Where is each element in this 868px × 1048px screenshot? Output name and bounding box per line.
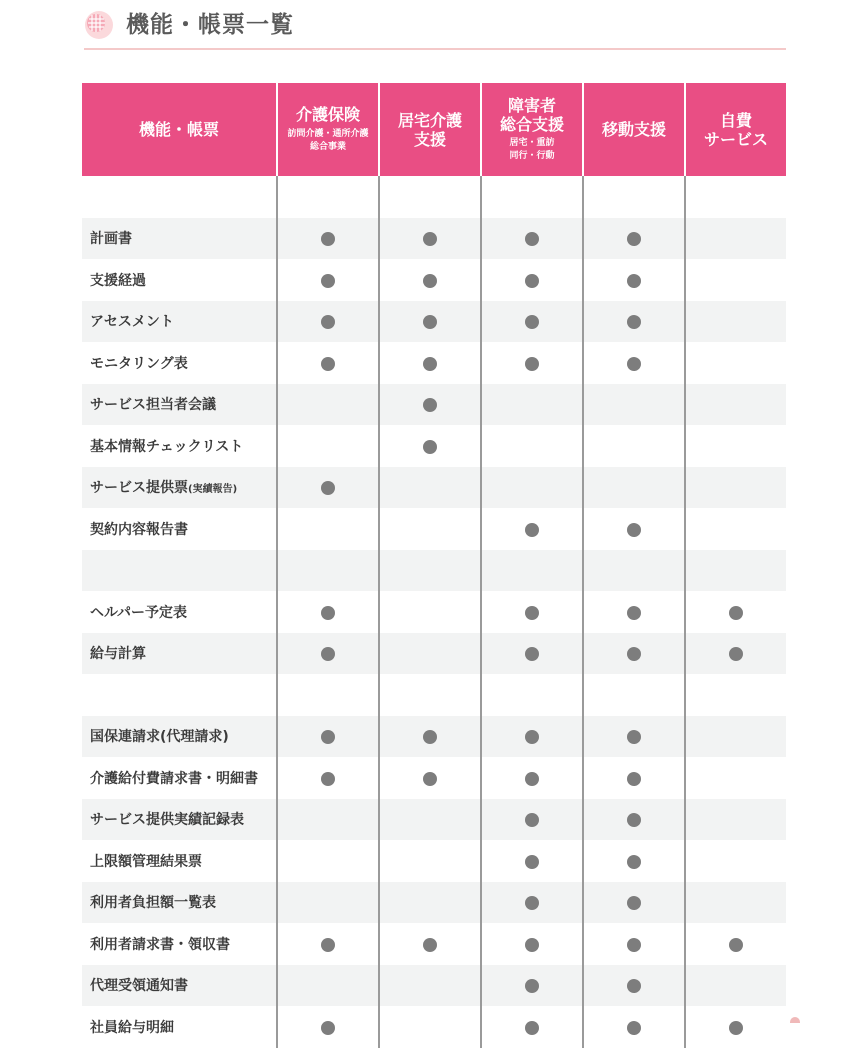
row-label-cell [82, 550, 277, 592]
header-gap-row [82, 176, 786, 218]
row-label: ヘルパー予定表 [90, 604, 188, 621]
filled-circle-icon [321, 481, 335, 495]
mark-cell [685, 716, 786, 758]
mark-cell [277, 923, 379, 965]
row-label: 支援経過 [90, 272, 146, 289]
filled-circle-icon [627, 647, 641, 661]
row-label: 基本情報チェックリスト [90, 438, 244, 455]
filled-circle-icon [525, 979, 539, 993]
row-label-cell [82, 467, 277, 509]
mark-cell [583, 965, 685, 1007]
mark-cell [379, 1006, 481, 1048]
row-label-cell [82, 840, 277, 882]
table-row [82, 965, 786, 1007]
filled-circle-icon [321, 315, 335, 329]
mark-cell [685, 425, 786, 467]
table-row [82, 218, 786, 260]
row-label: 給与計算 [90, 646, 146, 663]
column-header-label: 障害者 [507, 96, 556, 115]
mark-cell [277, 757, 379, 799]
filled-circle-icon [321, 772, 335, 786]
gap-cell [481, 176, 583, 218]
filled-circle-icon [627, 606, 641, 620]
mark-cell [685, 965, 786, 1007]
mark-cell [583, 218, 685, 260]
gap-cell [685, 176, 786, 218]
filled-circle-icon [423, 440, 437, 454]
mark-cell [481, 384, 583, 426]
gap-cell [379, 176, 481, 218]
mark-cell [583, 633, 685, 675]
mark-cell [685, 342, 786, 384]
feature-table [82, 83, 786, 1048]
mark-cell [481, 301, 583, 343]
table-row [82, 301, 786, 343]
mark-cell [481, 840, 583, 882]
mark-cell [685, 1006, 786, 1048]
mark-cell [685, 508, 786, 550]
column-header-sublabel: 居宅・重訪 [509, 138, 555, 148]
mark-cell [481, 342, 583, 384]
filled-circle-icon [423, 772, 437, 786]
row-label-cell [82, 757, 277, 799]
table-row [82, 425, 786, 467]
row-label-cell [82, 591, 277, 633]
mark-cell [277, 550, 379, 592]
row-label-cell [82, 218, 277, 260]
row-label-cell [82, 882, 277, 924]
row-label-cell [82, 342, 277, 384]
mark-cell [685, 384, 786, 426]
mark-cell [481, 218, 583, 260]
gap-cell [583, 176, 685, 218]
row-label: 利用者負担額一覧表 [90, 895, 216, 912]
mark-cell [277, 1006, 379, 1048]
mark-cell [277, 799, 379, 841]
filled-circle-icon [321, 647, 335, 661]
page-title: 機能・帳票一覧 [126, 12, 294, 38]
row-label: サービス提供票 [90, 480, 188, 497]
column-header-label: 自費 [719, 110, 752, 130]
filled-circle-icon [627, 1021, 641, 1035]
table-row [82, 591, 786, 633]
mark-cell [379, 882, 481, 924]
mark-cell [583, 342, 685, 384]
row-label-cell [82, 799, 277, 841]
filled-circle-icon [525, 855, 539, 869]
row-label-cell [82, 1006, 277, 1048]
mark-cell [583, 301, 685, 343]
mark-cell [583, 674, 685, 716]
mark-cell [583, 467, 685, 509]
mark-cell [583, 799, 685, 841]
mark-cell [277, 591, 379, 633]
row-label-cell [82, 965, 277, 1007]
mark-cell [583, 840, 685, 882]
row-label: サービス担当者会議 [90, 397, 216, 414]
column-header-sublabel: 訪問介護・通所介護 [287, 129, 369, 139]
row-label: 上限額管理結果票 [90, 853, 202, 870]
row-label-cell [82, 508, 277, 550]
mark-cell [481, 591, 583, 633]
table-row [82, 840, 786, 882]
column-header-sublabel: 同行・行動 [509, 151, 555, 161]
filled-circle-icon [627, 855, 641, 869]
mark-cell [379, 923, 481, 965]
mark-cell [277, 508, 379, 550]
mark-cell [481, 965, 583, 1007]
mark-cell [277, 425, 379, 467]
filled-circle-icon [729, 938, 743, 952]
mark-cell [481, 259, 583, 301]
mark-cell [379, 384, 481, 426]
table-row [82, 799, 786, 841]
row-label: 利用者請求書・領収書 [90, 936, 230, 953]
table-row [82, 259, 786, 301]
column-header-home-care-support [379, 83, 481, 176]
table-row [82, 633, 786, 675]
row-label-cell [82, 923, 277, 965]
header-divider [84, 48, 786, 50]
mark-cell [481, 923, 583, 965]
filled-circle-icon [729, 1021, 743, 1035]
mark-cell [481, 799, 583, 841]
mark-cell [379, 508, 481, 550]
mark-cell [379, 550, 481, 592]
filled-circle-icon [525, 938, 539, 952]
table-row [82, 384, 786, 426]
filled-circle-icon [423, 730, 437, 744]
mark-cell [685, 633, 786, 675]
filled-circle-icon [627, 315, 641, 329]
filled-circle-icon [423, 938, 437, 952]
mark-cell [277, 342, 379, 384]
mark-cell [583, 384, 685, 426]
table-row [82, 757, 786, 799]
table-row [82, 467, 786, 509]
filled-circle-icon [525, 730, 539, 744]
mark-cell [481, 674, 583, 716]
mark-cell [379, 467, 481, 509]
filled-circle-icon [729, 606, 743, 620]
mark-cell [481, 508, 583, 550]
row-label-cell [82, 633, 277, 675]
column-header-label: 総合支援 [499, 115, 564, 134]
column-header-self-pay-service [685, 83, 786, 176]
row-label-cell [82, 674, 277, 716]
mark-cell [685, 674, 786, 716]
mark-cell [379, 342, 481, 384]
mark-cell [379, 757, 481, 799]
filled-circle-icon [627, 730, 641, 744]
filled-circle-icon [321, 938, 335, 952]
mark-cell [685, 799, 786, 841]
page-header [84, 8, 786, 50]
row-label: サービス提供実績記録表 [90, 812, 244, 829]
mark-cell [685, 218, 786, 260]
column-header-disability-support [481, 83, 583, 176]
mark-cell [379, 633, 481, 675]
mark-cell [379, 301, 481, 343]
table-row [82, 882, 786, 924]
row-label-cell [82, 259, 277, 301]
filled-circle-icon [423, 398, 437, 412]
mark-cell [379, 965, 481, 1007]
row-label: アセスメント [90, 314, 174, 331]
column-header-feature [82, 83, 277, 176]
mark-cell [379, 425, 481, 467]
filled-circle-icon [729, 647, 743, 661]
mark-cell [685, 882, 786, 924]
filled-circle-icon [423, 315, 437, 329]
row-label-cell [82, 301, 277, 343]
row-label-cell [82, 384, 277, 426]
mark-cell [481, 1006, 583, 1048]
table-row [82, 508, 786, 550]
filled-circle-icon [525, 357, 539, 371]
mark-cell [277, 301, 379, 343]
mark-cell [481, 882, 583, 924]
filled-circle-icon [627, 813, 641, 827]
table-header [82, 83, 786, 176]
row-label: 介護給付費請求書・明細書 [90, 770, 258, 787]
mark-cell [379, 716, 481, 758]
mark-cell [685, 840, 786, 882]
page-corner-mark [790, 1017, 800, 1023]
row-label: 国保連請求(代理請求) [90, 729, 229, 746]
mark-cell [481, 633, 583, 675]
table-row [82, 674, 786, 716]
mark-cell [379, 674, 481, 716]
filled-circle-icon [321, 1021, 335, 1035]
mark-cell [685, 301, 786, 343]
filled-circle-icon [627, 938, 641, 952]
pink-grid-circle-icon [84, 10, 114, 40]
mark-cell [481, 716, 583, 758]
table-row [82, 716, 786, 758]
filled-circle-icon [627, 896, 641, 910]
mark-cell [379, 840, 481, 882]
row-label-cell [82, 425, 277, 467]
row-label-cell [82, 716, 277, 758]
row-label: 代理受領通知書 [90, 978, 188, 995]
mark-cell [583, 550, 685, 592]
gap-cell [277, 176, 379, 218]
filled-circle-icon [525, 274, 539, 288]
table-row [82, 342, 786, 384]
mark-cell [277, 218, 379, 260]
mark-cell [277, 840, 379, 882]
filled-circle-icon [627, 357, 641, 371]
filled-circle-icon [423, 357, 437, 371]
filled-circle-icon [525, 523, 539, 537]
mark-cell [277, 674, 379, 716]
row-label: 社員給与明細 [90, 1019, 174, 1036]
table-row [82, 1006, 786, 1048]
mark-cell [685, 259, 786, 301]
mark-cell [583, 757, 685, 799]
gap-cell [82, 176, 277, 218]
filled-circle-icon [525, 606, 539, 620]
filled-circle-icon [321, 357, 335, 371]
mark-cell [379, 799, 481, 841]
mark-cell [379, 259, 481, 301]
mark-cell [583, 591, 685, 633]
filled-circle-icon [423, 274, 437, 288]
mark-cell [481, 550, 583, 592]
mark-cell [685, 467, 786, 509]
mark-cell [277, 716, 379, 758]
row-label-note: (実績報告) [188, 484, 238, 496]
row-label: モニタリング表 [90, 355, 188, 372]
column-header-label: 介護保険 [295, 105, 360, 124]
header-row [82, 83, 786, 176]
mark-cell [379, 218, 481, 260]
column-header-label: 移動支援 [601, 120, 666, 139]
filled-circle-icon [627, 523, 641, 537]
mark-cell [583, 425, 685, 467]
filled-circle-icon [525, 813, 539, 827]
row-label: 計画書 [90, 231, 132, 248]
filled-circle-icon [321, 606, 335, 620]
mark-cell [277, 259, 379, 301]
mark-cell [481, 425, 583, 467]
filled-circle-icon [423, 232, 437, 246]
filled-circle-icon [525, 232, 539, 246]
mark-cell [685, 591, 786, 633]
mark-cell [277, 384, 379, 426]
mark-cell [277, 965, 379, 1007]
filled-circle-icon [627, 772, 641, 786]
filled-circle-icon [525, 772, 539, 786]
column-header-label: サービス [703, 129, 768, 149]
mark-cell [277, 467, 379, 509]
filled-circle-icon [321, 730, 335, 744]
mark-cell [583, 882, 685, 924]
filled-circle-icon [627, 232, 641, 246]
filled-circle-icon [627, 274, 641, 288]
filled-circle-icon [525, 1021, 539, 1035]
column-header-label: 支援 [413, 129, 446, 149]
mark-cell [481, 757, 583, 799]
filled-circle-icon [525, 315, 539, 329]
row-label: 契約内容報告書 [90, 521, 188, 538]
mark-cell [583, 259, 685, 301]
mark-cell [277, 882, 379, 924]
mark-cell [379, 591, 481, 633]
filled-circle-icon [321, 274, 335, 288]
filled-circle-icon [525, 896, 539, 910]
mark-cell [685, 550, 786, 592]
mark-cell [583, 923, 685, 965]
column-header-care-insurance [277, 83, 379, 176]
table-row [82, 550, 786, 592]
column-header-label: 居宅介護 [397, 110, 462, 130]
mark-cell [685, 757, 786, 799]
mark-cell [583, 508, 685, 550]
column-header-sublabel: 総合事業 [309, 142, 346, 152]
filled-circle-icon [525, 647, 539, 661]
mark-cell [481, 467, 583, 509]
filled-circle-icon [321, 232, 335, 246]
column-header-label: 機能・帳票 [138, 120, 219, 139]
table-body [82, 176, 786, 1048]
mark-cell [583, 716, 685, 758]
mark-cell [277, 633, 379, 675]
column-header-mobility-support [583, 83, 685, 176]
table-row [82, 923, 786, 965]
filled-circle-icon [627, 979, 641, 993]
mark-cell [583, 1006, 685, 1048]
mark-cell [685, 923, 786, 965]
